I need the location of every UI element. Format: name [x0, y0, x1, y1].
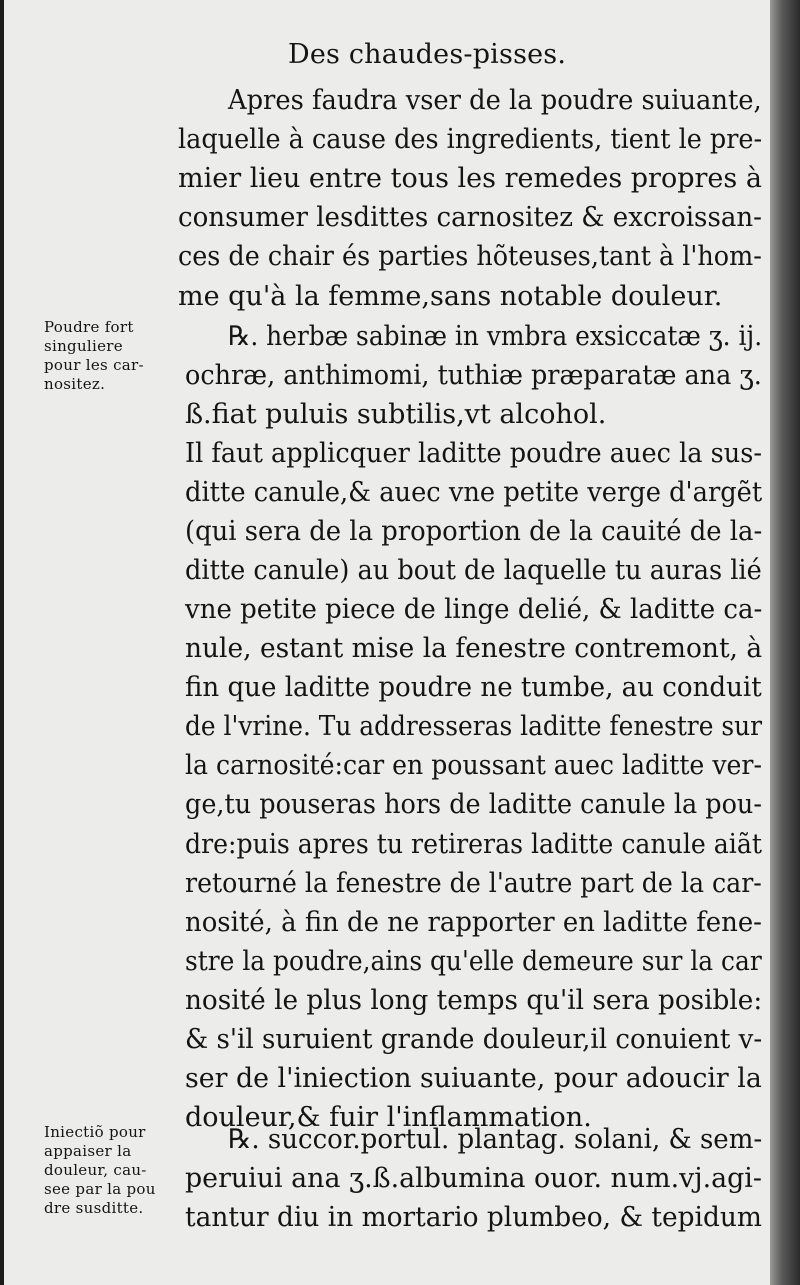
text-line: (qui sera de la proportion de la cauité de la- — [185, 516, 763, 547]
text-line: ℞. succor.portul. plantag. solani, & sem- — [228, 1124, 763, 1155]
text-line: fin que laditte poudre ne tumbe, au conduit — [185, 672, 762, 703]
marginal-note-line: Iniectiõ pour — [44, 1123, 146, 1141]
text-line: ochræ, anthimomi, tuthiæ præparatæ ana ʒ. — [185, 360, 762, 391]
marginal-note — [44, 1123, 156, 1218]
marginal-note-line: see par la pou — [44, 1180, 156, 1198]
text-line: la carnosité:car en poussant auec laditte ver- — [185, 750, 762, 781]
text-line: retourné la fenestre de l'autre part de la car- — [185, 868, 762, 899]
marginal-note-line: Poudre fort — [44, 318, 134, 336]
text-line: ces de chair és parties hõteuses,tant à l'hom- — [178, 241, 762, 272]
text-line: consumer lesdittes carnositez & excroissan- — [178, 202, 762, 233]
text-line: nule, estant mise la fenestre contremont, à — [185, 633, 763, 664]
text-line: Apres faudra vser de la poudre suiuante, — [228, 85, 762, 116]
marginal-note-line: singuliere — [44, 337, 123, 355]
text-line: peruiui ana ʒ.ß.albumina ouor. num.vj.agi- — [185, 1163, 762, 1194]
marginal-note-line: nositez. — [44, 375, 106, 393]
marginal-note-line: dre susditte. — [44, 1199, 144, 1217]
text-line: & s'il suruient grande douleur,il conuient v- — [185, 1024, 763, 1055]
text-line: ditte canule,& auec vne petite verge d'argẽt — [185, 477, 763, 508]
marginal-note-line: douleur, cau- — [44, 1161, 147, 1179]
text-line: dre:puis apres tu retireras laditte canule aiãt — [185, 829, 762, 860]
text-line: ditte canule) au bout de laquelle tu auras lié — [185, 555, 762, 586]
text-line: ℞. herbæ sabinæ in vmbra exsiccatæ ʒ. ij. — [228, 321, 763, 352]
marginal-note — [44, 318, 144, 394]
text-line: ser de l'iniection suiuante, pour adoucir la — [185, 1063, 762, 1094]
text-line: nosité le plus long temps qu'il sera posible: — [185, 985, 763, 1016]
text-line: ß.fiat puluis subtilis,vt alcohol. — [185, 399, 607, 430]
marginal-note-line: appaiser la — [44, 1142, 132, 1160]
page-fore-edge — [770, 0, 800, 1285]
text-line: me qu'à la femme,sans notable douleur. — [178, 281, 723, 312]
text-line: mier lieu entre tous les remedes propres à — [178, 163, 762, 194]
text-line: de l'vrine. Tu addresseras laditte fenestre sur — [185, 711, 762, 742]
text-line: tantur diu in mortario plumbeo, & tepidum — [185, 1202, 762, 1233]
text-line: laquelle à cause des ingredients, tient le pre- — [178, 124, 763, 155]
text-line: nosité, à fin de ne rapporter en laditte fene- — [185, 907, 762, 938]
text-line: stre la poudre,ains qu'elle demeure sur la car — [185, 946, 762, 977]
running-head: Des chaudes-pisses. — [288, 39, 567, 70]
text-line: douleur,& fuir l'inflammation. — [185, 1102, 592, 1133]
text-line: vne petite piece de linge delié, & laditte ca- — [185, 594, 763, 625]
text-line: ge,tu pouseras hors de laditte canule la pou- — [185, 789, 762, 820]
text-line: Il faut applicquer laditte poudre auec la sus- — [185, 438, 763, 469]
marginal-note-line: pour les car- — [44, 356, 144, 374]
